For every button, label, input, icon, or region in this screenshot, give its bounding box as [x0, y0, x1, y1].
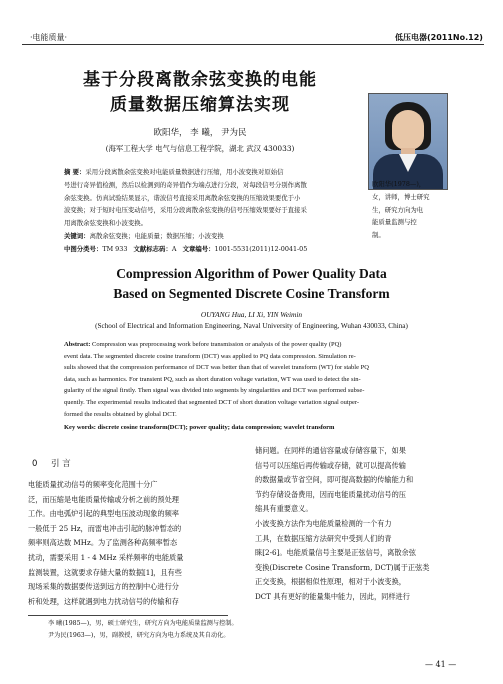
abstract-en-label: Abstract: [64, 341, 91, 348]
footnotes: 李 曦(1985—)，男，硕士研究生，研究方向为电能质量监测与控制。 尹为民(1963—)，男，副教授，研究方向为电力系统及其自动化。 [48, 620, 238, 639]
body-left-column: 电能质量扰动信号的频率变化范围十分广 泛，而压缩是电能质量传输或分析之前的预处理 工作。由电弧炉引起的典型电压波动现象的频率 一般低于 25 Hz，而雷电冲击引起的脉冲暂态的 频率则高达数 MHz。为了监测各种高频率暂态 扰动，需要采用 1 - 4 MHz 采样频率的电能质量 监测装置，这就要求存储大量的数据[1]，且有些 现场采集的数据要传送到远方的控制中心进行分 析和处理，这样就遇到电力扰动信号的传输和存 [28, 480, 184, 606]
authors-en: OUYANG Hua, LI Xi, YIN Weimin [200, 310, 303, 319]
affiliation-en: (School of Electrical and Information Engineering, Naval University of Engineering, Wuhan 430033, China) [95, 322, 408, 330]
title-line-2: 质量数据压缩算法实现 [110, 95, 290, 115]
english-title-line-1: Compression Algorithm of Power Quality Data [116, 266, 387, 281]
section-title: 引 言 [50, 459, 71, 469]
title-line-1: 基于分段离散余弦变换的电能 [83, 70, 317, 90]
keywords-en-label: Key words: [64, 424, 96, 432]
footnote-rule [28, 615, 228, 616]
abstract-cn: 摘 要：采用分段离散余弦变换对电能质量数据进行压缩，用小波变换对原始信 号进行奇异值检测，然后以检测到的奇异值作为端点进行分段，对每段信号分别作离散 余弦变换。仿真试验结果显示，谐波信号直接采用离散余弦变换的压缩效果要优于小 波变换；对于短时电压变动信号，采用分段离散余弦变换的信号压缩效果要好于直接采 用离散余弦变换和小波变换。 关键词：离散余弦变换；电能质量；数据压缩；小波变换 中图分类号：TM 933 文献标志码：A 文章编号：1001-5531(2011)12-0041-05 [64, 166, 364, 256]
journal-issue-label: 低压电器(2011No.12) [395, 33, 483, 42]
journal-section-label: ·电能质量· [30, 33, 68, 42]
keywords-cn-label: 关键词： [64, 231, 90, 240]
header-rule [22, 44, 484, 45]
english-title-line-2: Based on Segmented Discrete Cosine Transform [113, 286, 390, 301]
author-photo [368, 93, 448, 190]
section-number: 0 [32, 459, 38, 469]
keywords-en: discrete cosine transform(DCT); power quality; data compression; wavelet transform [97, 424, 335, 432]
classification-cn: 中图分类号：TM 933 文献标志码：A 文章编号：1001-5531(2011)12-0041-05 [64, 244, 308, 253]
abstract-cn-label: 摘 要： [64, 168, 86, 176]
author-bio: 欧阳华(1978—)， 女，讲师，博士研究 生，研究方向为电 能质量监测与控 制。 [372, 180, 430, 240]
page-number: — 41 — [425, 660, 457, 669]
authors-cn: 欧阳华， 李 曦， 尹为民 [153, 128, 247, 138]
keywords-cn: 离散余弦变换；电能质量；数据压缩；小波变换 [89, 231, 224, 240]
section-heading [32, 457, 71, 469]
affiliation-cn: (海军工程大学 电气与信息工程学院，湖北 武汉 430033) [105, 144, 295, 153]
body-right-column: 储问题。在同样的通信容量或存储容量下，如果 信号可以压缩后再传输或存储，就可以提高传输 的数据量或节省空间，即可提高数据的传输能力和 节约存储设备费用，因而电能质量扰动信号的压 缩具有重要意义。 小波变换方法作为电能质量检测的一个有力 工具，在数据压缩方法研究中受到人们的青 睐[2-6]。电能质量信号主要是正弦信号，离散余弦 变换(Discrete Cosine Transform, DCT)属于正弦类 正交变换，根据相似性原理，相对于小波变换， DCT 具有更好的能量集中能力，因此，同样进行 [255, 446, 430, 601]
abstract-en: Abstract: Compression was preprocessing work before transmission or analysis of the power quality (PQ) event data. The segmented discrete cosine transform (DCT) was applied to PQ data compression. Simulation re- sults showed that the compression performance of DCT was better than that of wavelet transform (WT) for stable PQ data, such as harmonics. For transient PQ, such as short duration voltage variation, WT was used to detect the sin- gularity of the signal firstly. Then signal was divided into segments by singularities and DCT was performed subse- quently. The experimental results indicated that segmented DCT of short duration voltage variation signal outper- formed the results obtained by global DCT. Key words: discrete cosine transform(DCT); power quality; data compression; wavelet transform [64, 341, 369, 432]
